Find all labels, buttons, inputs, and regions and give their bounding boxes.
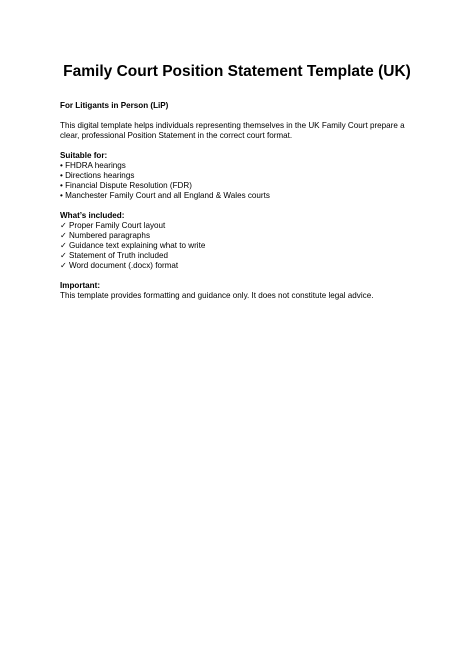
check-icon: ✓	[60, 241, 67, 250]
list-item: • Directions hearings	[60, 171, 135, 180]
important-section	[60, 281, 414, 301]
check-icon: ✓	[60, 221, 67, 230]
list-item	[60, 231, 414, 241]
lip-section	[60, 101, 414, 141]
list-item	[60, 261, 414, 271]
important-heading: Important:	[60, 281, 101, 290]
list-item	[60, 221, 414, 231]
check-icon: ✓	[60, 261, 67, 270]
suitable-section	[60, 151, 414, 201]
list-item: • Manchester Family Court and all England & Wales courts	[60, 191, 270, 200]
important-body: This template provides formatting and guidance only. It does not constitute legal advice.	[60, 291, 374, 300]
list-item	[60, 251, 414, 261]
included-heading: What’s included:	[60, 211, 125, 220]
list-item-label: Statement of Truth included	[69, 251, 168, 260]
check-icon: ✓	[60, 231, 67, 240]
lip-heading: For Litigants in Person (LiP)	[60, 101, 169, 110]
included-section	[60, 211, 414, 271]
check-icon: ✓	[60, 251, 67, 260]
lip-body: This digital template helps individuals representing themselves in the UK Family Court prepare a clear, professional Position Statement in the correct court format.	[60, 121, 405, 140]
document-title: Family Court Position Statement Template (UK)	[63, 63, 411, 80]
suitable-heading: Suitable for:	[60, 151, 108, 160]
list-item: • Financial Dispute Resolution (FDR)	[60, 181, 192, 190]
list-item-label: Proper Family Court layout	[69, 221, 166, 230]
list-item	[60, 241, 414, 251]
included-list	[60, 221, 414, 271]
list-item-label: Word document (.docx) format	[69, 261, 179, 270]
suitable-list	[60, 161, 414, 201]
list-item-label: Guidance text explaining what to write	[69, 241, 206, 250]
list-item: • FHDRA hearings	[60, 161, 126, 170]
list-item-label: Numbered paragraphs	[69, 231, 150, 240]
